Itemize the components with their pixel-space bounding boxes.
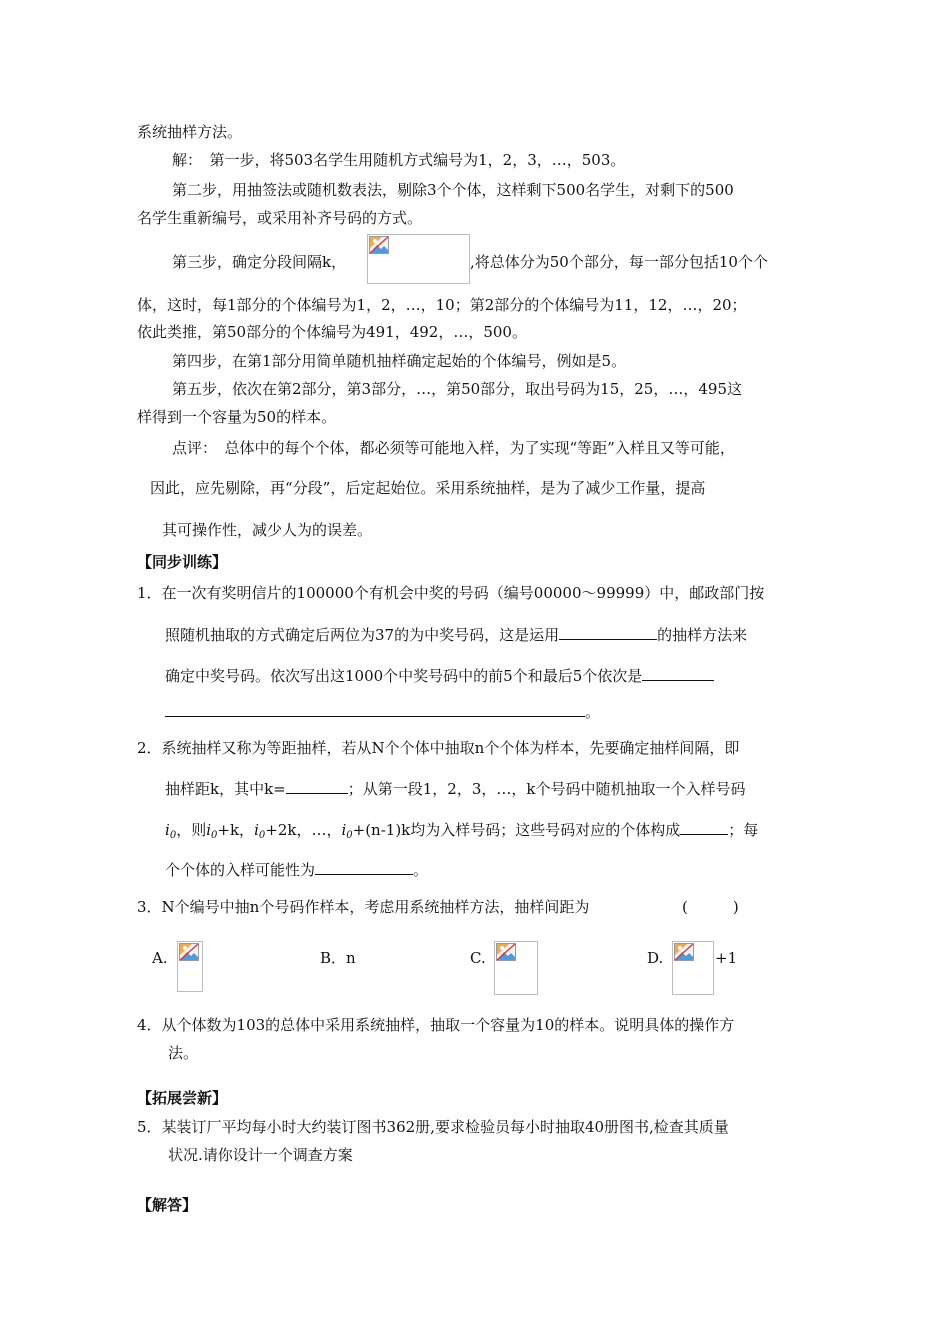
- q3-option-a-image: [177, 941, 203, 992]
- subscript-0: 0: [169, 830, 177, 841]
- q1-blank-numbers-cont[interactable]: [165, 702, 585, 717]
- q2-blank-sample[interactable]: [680, 820, 728, 835]
- solution-step-5-cont: 样得到一个容量为50的样本。: [137, 408, 337, 426]
- solution-step-2-cont: 名学生重新编号，或采用补齐号码的方式。: [137, 209, 423, 227]
- comment-line-3: 其可操作性，减少人为的误差。: [162, 521, 373, 539]
- solution-step-3-b: ,将总体分为50个部分，每一部分包括10个个: [470, 253, 768, 271]
- sync-training-header: 【同步训练】: [137, 553, 228, 571]
- q2-text-c3: +2k，…，: [265, 821, 342, 839]
- solution-step-3-a: 第三步，确定分段间隔k，: [172, 253, 347, 271]
- q3-answer-paren[interactable]: ( ): [682, 898, 739, 916]
- q3-option-b[interactable]: B．n: [320, 949, 356, 967]
- i-symbol: i: [165, 821, 170, 839]
- q1-text-b: 的抽样方法来: [657, 626, 748, 644]
- solution-line-1: 系统抽样方法。: [137, 123, 243, 141]
- q2-text-c5: ；每: [728, 821, 759, 839]
- q3-option-d-suffix: +1: [715, 949, 738, 967]
- q2-blank-k[interactable]: [286, 779, 348, 794]
- q3-option-d-label[interactable]: D.: [647, 949, 664, 967]
- answer-header: 【解答】: [137, 1196, 198, 1214]
- q1-blank-numbers[interactable]: [642, 666, 714, 681]
- solution-step-3-cont2: 依此类推，第50部分的个体编号为491，492，…，500。: [137, 323, 527, 341]
- q3-option-d-image: [672, 941, 714, 995]
- q1-line-4: [165, 702, 600, 722]
- q1-text-c: 确定中奖号码。依次写出这1000个中奖号码中的前5个和最后5个依次是: [165, 667, 643, 685]
- q2-text-b: ；从第一段1，2，3，…，k个号码中随机抽取一个入样号码: [347, 780, 746, 798]
- q3-stem: 3．N个编号中抽n个号码作样本，考虑用系统抽样方法，抽样间距为: [137, 898, 590, 916]
- solution-step-2: 第二步，用抽签法或随机数表法，剔除3个个体，这样剩下500名学生，对剩下的500: [172, 181, 734, 199]
- q1-end: 。: [585, 703, 601, 721]
- q2-text-c1: ，则: [176, 821, 207, 839]
- solution-step-3-cont: 体，这时，每1部分的个体编号为1，2，…，10；第2部分的个体编号为11，12，…，20；: [137, 296, 747, 314]
- formula-image: [367, 234, 470, 284]
- q1-line-2: [165, 625, 747, 645]
- q2-text-d1: 个个体的入样可能性为: [165, 861, 316, 879]
- q1-text-a: 照随机抽取的方式确定后两位为37的为中奖号码，这是运用: [165, 626, 560, 644]
- broken-image-icon: [496, 943, 516, 961]
- q2-line-2: [165, 779, 745, 799]
- q2-line-3: [165, 820, 758, 843]
- broken-image-icon: [179, 943, 199, 961]
- q2-text-c2: +k，: [217, 821, 255, 839]
- comment-line-1: 点评： 总体中的每个个体，都必须等可能地入样，为了实现“等距”入样且又等可能，: [172, 439, 735, 457]
- subscript-0: 0: [346, 830, 353, 841]
- comment-line-2: 因此，应先剔除，再“分段”，后定起始位。采用系统抽样，是为了减少工作量，提高: [150, 479, 706, 497]
- q3-option-c-image: [494, 941, 538, 995]
- q2-text-c4: +(n-1)k均为入样号码；这些号码对应的个体构成: [352, 821, 681, 839]
- q3-option-c-label[interactable]: C.: [470, 949, 486, 967]
- subscript-0: 0: [211, 830, 218, 841]
- i-symbol: i: [206, 821, 212, 839]
- q2-line-1: 2．系统抽样又称为等距抽样，若从N个个体中抽取n个个体为样本，先要确定抽样间隔，即: [137, 739, 740, 757]
- solution-step-5: 第五步，依次在第2部分，第3部分，…，第50部分，取出号码为15，25，…，495这: [172, 380, 742, 398]
- broken-image-icon: [674, 943, 694, 961]
- q4-line-2: 法。: [168, 1044, 199, 1062]
- broken-image-icon: [369, 236, 389, 254]
- q2-text-d2: 。: [413, 861, 429, 879]
- q5-line-1: 5．某装订厂平均每小时大约装订图书362册,要求检验员每小时抽取40册图书,检查其质量: [137, 1118, 729, 1136]
- q1-blank-method[interactable]: [559, 625, 657, 640]
- q5-line-2: 状况.请你设计一个调查方案: [168, 1146, 353, 1164]
- q2-text-a: 抽样距k，其中k=: [165, 780, 286, 798]
- q1-line-1: 1．在一次有奖明信片的100000个有机会中奖的号码（编号00000～99999）中，邮政部门按: [137, 584, 765, 602]
- q1-line-3: [165, 666, 714, 686]
- q4-line-1: 4．从个体数为103的总体中采用系统抽样，抽取一个容量为10的样本。说明具体的操作方: [137, 1016, 735, 1034]
- subscript-0: 0: [258, 830, 266, 841]
- q2-blank-probability[interactable]: [315, 860, 413, 875]
- i-symbol: i: [254, 821, 259, 839]
- q3-option-a-label[interactable]: A.: [152, 949, 168, 967]
- solution-step-4: 第四步，在第1部分用简单随机抽样确定起始的个体编号，例如是5。: [172, 352, 627, 370]
- i-symbol: i: [341, 821, 347, 839]
- extension-header: 【拓展尝新】: [137, 1089, 228, 1107]
- q2-line-4: [165, 860, 428, 880]
- solution-step-1: 解： 第一步，将503名学生用随机方式编号为1，2，3，…，503。: [172, 151, 626, 169]
